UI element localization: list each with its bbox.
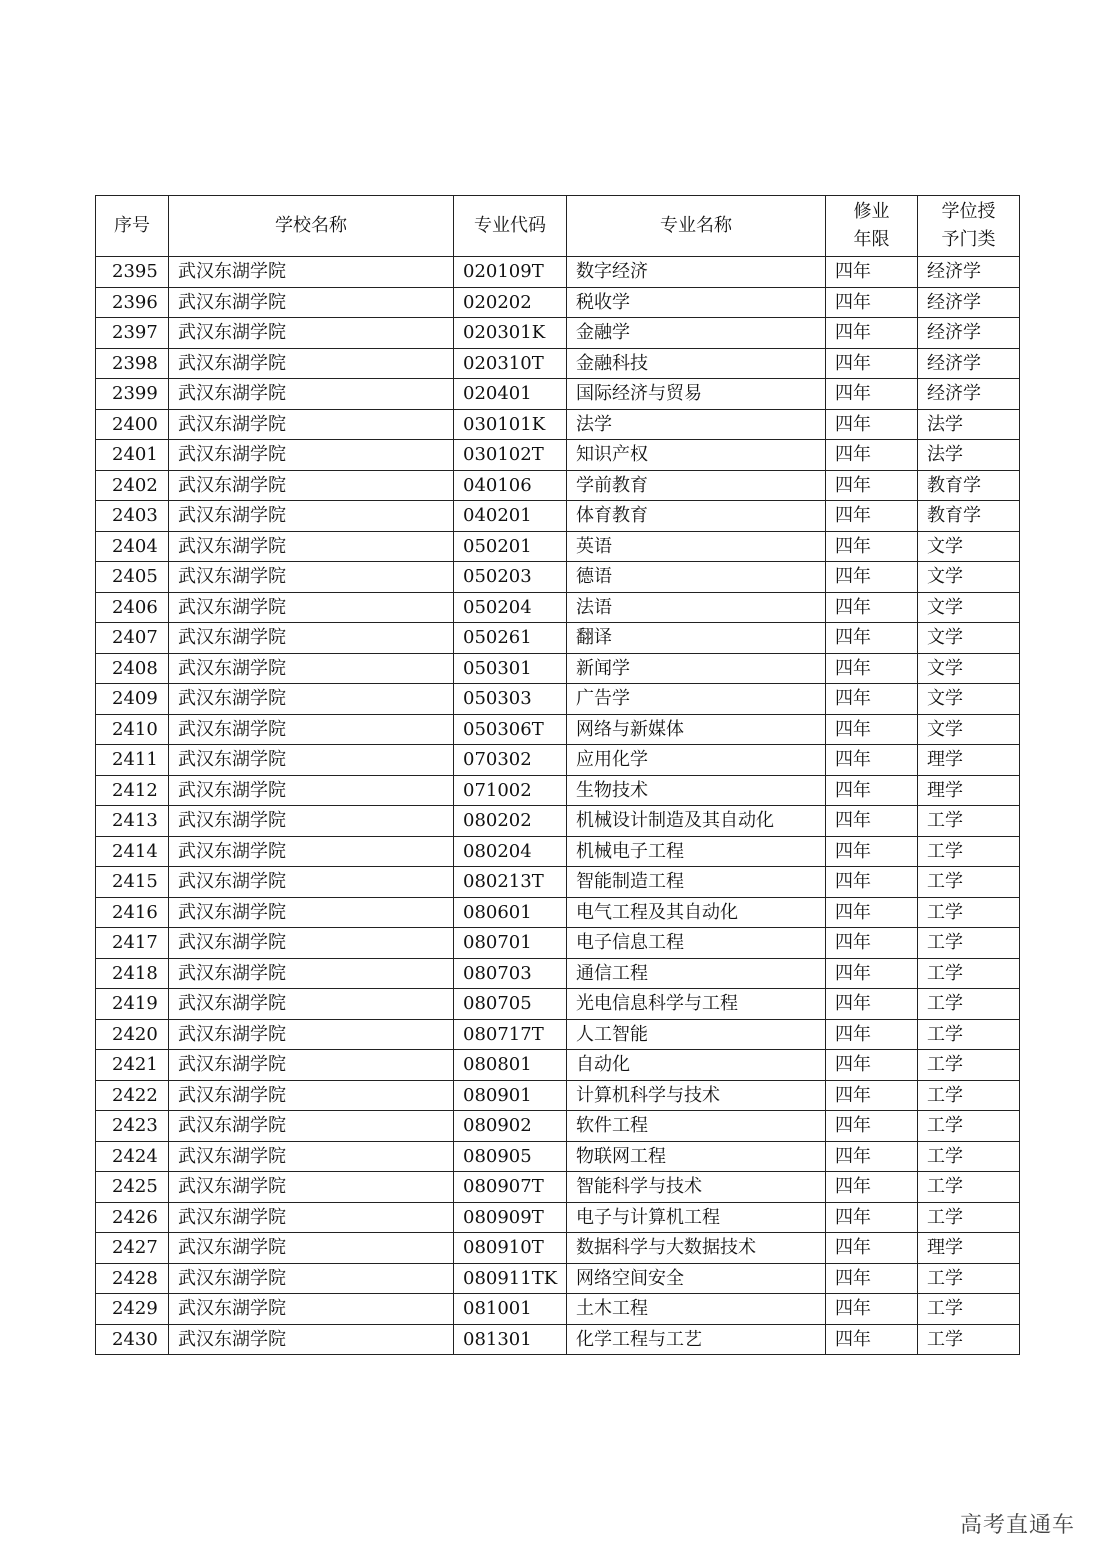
cell-code: 050201 — [454, 531, 567, 562]
table-row — [96, 531, 1020, 562]
table-row — [96, 257, 1020, 288]
cell-major: 通信工程 — [567, 958, 826, 989]
cell-code: 050204 — [454, 592, 567, 623]
cell-school: 武汉东湖学院 — [169, 287, 454, 318]
cell-degree: 文学 — [918, 592, 1020, 623]
cell-degree: 工学 — [918, 836, 1020, 867]
cell-index: 2408 — [96, 653, 169, 684]
cell-major: 网络与新媒体 — [567, 714, 826, 745]
cell-code: 080213T — [454, 867, 567, 898]
cell-index: 2399 — [96, 379, 169, 410]
cell-index: 2409 — [96, 684, 169, 715]
header-major: 专业名称 — [567, 196, 826, 257]
table-row — [96, 1294, 1020, 1325]
table-row — [96, 1233, 1020, 1264]
table-row — [96, 470, 1020, 501]
cell-degree: 工学 — [918, 1050, 1020, 1081]
cell-duration: 四年 — [826, 1050, 918, 1081]
cell-degree: 工学 — [918, 1019, 1020, 1050]
cell-index: 2405 — [96, 562, 169, 593]
cell-degree: 工学 — [918, 806, 1020, 837]
cell-school: 武汉东湖学院 — [169, 958, 454, 989]
cell-major: 自动化 — [567, 1050, 826, 1081]
cell-major: 物联网工程 — [567, 1141, 826, 1172]
cell-duration: 四年 — [826, 1324, 918, 1355]
cell-school: 武汉东湖学院 — [169, 928, 454, 959]
cell-degree: 经济学 — [918, 318, 1020, 349]
cell-index: 2426 — [96, 1202, 169, 1233]
cell-duration: 四年 — [826, 653, 918, 684]
cell-major: 体育教育 — [567, 501, 826, 532]
cell-duration: 四年 — [826, 806, 918, 837]
table-row — [96, 989, 1020, 1020]
cell-major: 应用化学 — [567, 745, 826, 776]
cell-duration: 四年 — [826, 836, 918, 867]
cell-school: 武汉东湖学院 — [169, 379, 454, 410]
cell-major: 广告学 — [567, 684, 826, 715]
table-row — [96, 958, 1020, 989]
cell-index: 2398 — [96, 348, 169, 379]
cell-index: 2395 — [96, 257, 169, 288]
cell-duration: 四年 — [826, 958, 918, 989]
cell-code: 050303 — [454, 684, 567, 715]
cell-degree: 工学 — [918, 1172, 1020, 1203]
cell-degree: 文学 — [918, 531, 1020, 562]
cell-degree: 工学 — [918, 1141, 1020, 1172]
cell-school: 武汉东湖学院 — [169, 653, 454, 684]
table-body — [96, 257, 1020, 1355]
cell-duration: 四年 — [826, 318, 918, 349]
cell-index: 2423 — [96, 1111, 169, 1142]
cell-degree: 工学 — [918, 989, 1020, 1020]
cell-duration: 四年 — [826, 928, 918, 959]
cell-major: 生物技术 — [567, 775, 826, 806]
cell-major: 翻译 — [567, 623, 826, 654]
cell-major: 网络空间安全 — [567, 1263, 826, 1294]
cell-code: 080801 — [454, 1050, 567, 1081]
cell-degree: 经济学 — [918, 287, 1020, 318]
cell-index: 2400 — [96, 409, 169, 440]
cell-code: 081001 — [454, 1294, 567, 1325]
cell-major: 智能科学与技术 — [567, 1172, 826, 1203]
cell-code: 040201 — [454, 501, 567, 532]
cell-code: 020202 — [454, 287, 567, 318]
cell-code: 080202 — [454, 806, 567, 837]
cell-index: 2427 — [96, 1233, 169, 1264]
cell-school: 武汉东湖学院 — [169, 684, 454, 715]
cell-school: 武汉东湖学院 — [169, 1233, 454, 1264]
cell-index: 2429 — [96, 1294, 169, 1325]
watermark: 高考直通车 — [959, 1513, 1075, 1538]
table-row — [96, 318, 1020, 349]
table-row — [96, 501, 1020, 532]
cell-index: 2413 — [96, 806, 169, 837]
header-degree: 学位授予门类 — [918, 196, 1020, 257]
cell-school: 武汉东湖学院 — [169, 806, 454, 837]
cell-duration: 四年 — [826, 1172, 918, 1203]
cell-duration: 四年 — [826, 287, 918, 318]
table-row — [96, 562, 1020, 593]
cell-degree: 法学 — [918, 440, 1020, 471]
cell-code: 080909T — [454, 1202, 567, 1233]
cell-major: 金融学 — [567, 318, 826, 349]
cell-major: 新闻学 — [567, 653, 826, 684]
table-row — [96, 348, 1020, 379]
cell-code: 080601 — [454, 897, 567, 928]
cell-degree: 工学 — [918, 1324, 1020, 1355]
cell-school: 武汉东湖学院 — [169, 989, 454, 1020]
cell-major: 机械电子工程 — [567, 836, 826, 867]
cell-duration: 四年 — [826, 1294, 918, 1325]
cell-index: 2411 — [96, 745, 169, 776]
cell-duration: 四年 — [826, 257, 918, 288]
cell-degree: 文学 — [918, 562, 1020, 593]
cell-index: 2410 — [96, 714, 169, 745]
cell-major: 电气工程及其自动化 — [567, 897, 826, 928]
cell-school: 武汉东湖学院 — [169, 348, 454, 379]
cell-code: 020310T — [454, 348, 567, 379]
cell-major: 电子与计算机工程 — [567, 1202, 826, 1233]
cell-school: 武汉东湖学院 — [169, 1050, 454, 1081]
header-code: 专业代码 — [454, 196, 567, 257]
table-row — [96, 592, 1020, 623]
cell-duration: 四年 — [826, 1080, 918, 1111]
table-row — [96, 653, 1020, 684]
cell-index: 2428 — [96, 1263, 169, 1294]
cell-index: 2424 — [96, 1141, 169, 1172]
cell-school: 武汉东湖学院 — [169, 257, 454, 288]
cell-school: 武汉东湖学院 — [169, 470, 454, 501]
cell-duration: 四年 — [826, 714, 918, 745]
header-school: 学校名称 — [169, 196, 454, 257]
cell-major: 知识产权 — [567, 440, 826, 471]
cell-school: 武汉东湖学院 — [169, 562, 454, 593]
cell-degree: 工学 — [918, 1263, 1020, 1294]
cell-duration: 四年 — [826, 1111, 918, 1142]
cell-degree: 经济学 — [918, 379, 1020, 410]
cell-code: 030102T — [454, 440, 567, 471]
table-row — [96, 836, 1020, 867]
cell-school: 武汉东湖学院 — [169, 592, 454, 623]
cell-duration: 四年 — [826, 501, 918, 532]
cell-school: 武汉东湖学院 — [169, 1294, 454, 1325]
cell-degree: 经济学 — [918, 257, 1020, 288]
cell-code: 020401 — [454, 379, 567, 410]
table-row — [96, 287, 1020, 318]
cell-index: 2419 — [96, 989, 169, 1020]
cell-code: 080705 — [454, 989, 567, 1020]
cell-duration: 四年 — [826, 470, 918, 501]
cell-duration: 四年 — [826, 867, 918, 898]
cell-duration: 四年 — [826, 531, 918, 562]
cell-school: 武汉东湖学院 — [169, 836, 454, 867]
cell-index: 2425 — [96, 1172, 169, 1203]
cell-school: 武汉东湖学院 — [169, 440, 454, 471]
header-duration: 修业年限 — [826, 196, 918, 257]
cell-school: 武汉东湖学院 — [169, 501, 454, 532]
cell-major: 法学 — [567, 409, 826, 440]
cell-code: 080902 — [454, 1111, 567, 1142]
cell-index: 2415 — [96, 867, 169, 898]
table-row — [96, 928, 1020, 959]
cell-major: 电子信息工程 — [567, 928, 826, 959]
cell-code: 050301 — [454, 653, 567, 684]
table-row — [96, 623, 1020, 654]
cell-index: 2401 — [96, 440, 169, 471]
table-row — [96, 1111, 1020, 1142]
cell-index: 2418 — [96, 958, 169, 989]
cell-major: 数据科学与大数据技术 — [567, 1233, 826, 1264]
table-row — [96, 684, 1020, 715]
cell-degree: 文学 — [918, 653, 1020, 684]
cell-code: 080911TK — [454, 1263, 567, 1294]
cell-code: 080907T — [454, 1172, 567, 1203]
cell-major: 英语 — [567, 531, 826, 562]
table-row — [96, 1050, 1020, 1081]
cell-code: 080910T — [454, 1233, 567, 1264]
cell-major: 软件工程 — [567, 1111, 826, 1142]
cell-degree: 理学 — [918, 775, 1020, 806]
cell-school: 武汉东湖学院 — [169, 623, 454, 654]
cell-code: 020301K — [454, 318, 567, 349]
table-row — [96, 775, 1020, 806]
cell-index: 2407 — [96, 623, 169, 654]
cell-degree: 教育学 — [918, 470, 1020, 501]
cell-duration: 四年 — [826, 684, 918, 715]
table-row — [96, 1324, 1020, 1355]
cell-degree: 工学 — [918, 928, 1020, 959]
cell-major: 化学工程与工艺 — [567, 1324, 826, 1355]
cell-code: 080204 — [454, 836, 567, 867]
cell-major: 国际经济与贸易 — [567, 379, 826, 410]
cell-major: 土木工程 — [567, 1294, 826, 1325]
cell-major: 光电信息科学与工程 — [567, 989, 826, 1020]
table-row — [96, 440, 1020, 471]
cell-code: 080701 — [454, 928, 567, 959]
cell-duration: 四年 — [826, 897, 918, 928]
cell-index: 2406 — [96, 592, 169, 623]
table-row — [96, 409, 1020, 440]
table-row — [96, 1263, 1020, 1294]
cell-degree: 理学 — [918, 1233, 1020, 1264]
table-row — [96, 745, 1020, 776]
cell-degree: 工学 — [918, 1080, 1020, 1111]
cell-duration: 四年 — [826, 623, 918, 654]
cell-index: 2420 — [96, 1019, 169, 1050]
table-row — [96, 1202, 1020, 1233]
cell-major: 机械设计制造及其自动化 — [567, 806, 826, 837]
cell-duration: 四年 — [826, 409, 918, 440]
majors-table — [95, 195, 1020, 1355]
table-row — [96, 867, 1020, 898]
cell-duration: 四年 — [826, 1233, 918, 1264]
cell-school: 武汉东湖学院 — [169, 1202, 454, 1233]
cell-index: 2430 — [96, 1324, 169, 1355]
table-row — [96, 1080, 1020, 1111]
cell-duration: 四年 — [826, 348, 918, 379]
cell-duration: 四年 — [826, 1141, 918, 1172]
cell-degree: 文学 — [918, 623, 1020, 654]
cell-school: 武汉东湖学院 — [169, 1263, 454, 1294]
cell-code: 081301 — [454, 1324, 567, 1355]
cell-code: 080905 — [454, 1141, 567, 1172]
table-row — [96, 1172, 1020, 1203]
cell-index: 2417 — [96, 928, 169, 959]
cell-major: 金融科技 — [567, 348, 826, 379]
cell-code: 020109T — [454, 257, 567, 288]
cell-index: 2403 — [96, 501, 169, 532]
cell-index: 2404 — [96, 531, 169, 562]
cell-school: 武汉东湖学院 — [169, 1080, 454, 1111]
cell-major: 人工智能 — [567, 1019, 826, 1050]
cell-major: 数字经济 — [567, 257, 826, 288]
cell-code: 050203 — [454, 562, 567, 593]
cell-degree: 工学 — [918, 1111, 1020, 1142]
cell-code: 080703 — [454, 958, 567, 989]
cell-school: 武汉东湖学院 — [169, 897, 454, 928]
cell-duration: 四年 — [826, 1019, 918, 1050]
cell-degree: 文学 — [918, 714, 1020, 745]
cell-code: 070302 — [454, 745, 567, 776]
cell-school: 武汉东湖学院 — [169, 1324, 454, 1355]
cell-code: 080901 — [454, 1080, 567, 1111]
cell-school: 武汉东湖学院 — [169, 1111, 454, 1142]
cell-degree: 工学 — [918, 1294, 1020, 1325]
cell-school: 武汉东湖学院 — [169, 1172, 454, 1203]
table-row — [96, 1141, 1020, 1172]
cell-code: 050306T — [454, 714, 567, 745]
cell-major: 学前教育 — [567, 470, 826, 501]
cell-degree: 理学 — [918, 745, 1020, 776]
cell-index: 2412 — [96, 775, 169, 806]
cell-degree: 法学 — [918, 409, 1020, 440]
table-row — [96, 714, 1020, 745]
cell-duration: 四年 — [826, 379, 918, 410]
cell-school: 武汉东湖学院 — [169, 867, 454, 898]
cell-major: 税收学 — [567, 287, 826, 318]
cell-degree: 文学 — [918, 684, 1020, 715]
cell-major: 智能制造工程 — [567, 867, 826, 898]
cell-duration: 四年 — [826, 775, 918, 806]
cell-index: 2422 — [96, 1080, 169, 1111]
cell-school: 武汉东湖学院 — [169, 745, 454, 776]
cell-index: 2414 — [96, 836, 169, 867]
cell-code: 030101K — [454, 409, 567, 440]
cell-code: 080717T — [454, 1019, 567, 1050]
cell-major: 法语 — [567, 592, 826, 623]
table-header-row — [96, 196, 1020, 257]
table-row — [96, 806, 1020, 837]
cell-code: 040106 — [454, 470, 567, 501]
cell-code: 050261 — [454, 623, 567, 654]
table-row — [96, 897, 1020, 928]
cell-duration: 四年 — [826, 440, 918, 471]
cell-duration: 四年 — [826, 745, 918, 776]
cell-code: 071002 — [454, 775, 567, 806]
table-row — [96, 379, 1020, 410]
cell-school: 武汉东湖学院 — [169, 318, 454, 349]
cell-duration: 四年 — [826, 1263, 918, 1294]
cell-school: 武汉东湖学院 — [169, 1141, 454, 1172]
cell-degree: 经济学 — [918, 348, 1020, 379]
cell-duration: 四年 — [826, 1202, 918, 1233]
cell-school: 武汉东湖学院 — [169, 409, 454, 440]
cell-duration: 四年 — [826, 562, 918, 593]
cell-degree: 教育学 — [918, 501, 1020, 532]
cell-index: 2416 — [96, 897, 169, 928]
cell-school: 武汉东湖学院 — [169, 531, 454, 562]
cell-degree: 工学 — [918, 897, 1020, 928]
cell-school: 武汉东湖学院 — [169, 714, 454, 745]
table-row — [96, 1019, 1020, 1050]
cell-degree: 工学 — [918, 958, 1020, 989]
header-index: 序号 — [96, 196, 169, 257]
cell-duration: 四年 — [826, 592, 918, 623]
cell-duration: 四年 — [826, 989, 918, 1020]
cell-index: 2421 — [96, 1050, 169, 1081]
cell-major: 计算机科学与技术 — [567, 1080, 826, 1111]
cell-school: 武汉东湖学院 — [169, 775, 454, 806]
cell-index: 2397 — [96, 318, 169, 349]
cell-school: 武汉东湖学院 — [169, 1019, 454, 1050]
cell-degree: 工学 — [918, 867, 1020, 898]
cell-index: 2402 — [96, 470, 169, 501]
cell-index: 2396 — [96, 287, 169, 318]
cell-major: 德语 — [567, 562, 826, 593]
cell-degree: 工学 — [918, 1202, 1020, 1233]
